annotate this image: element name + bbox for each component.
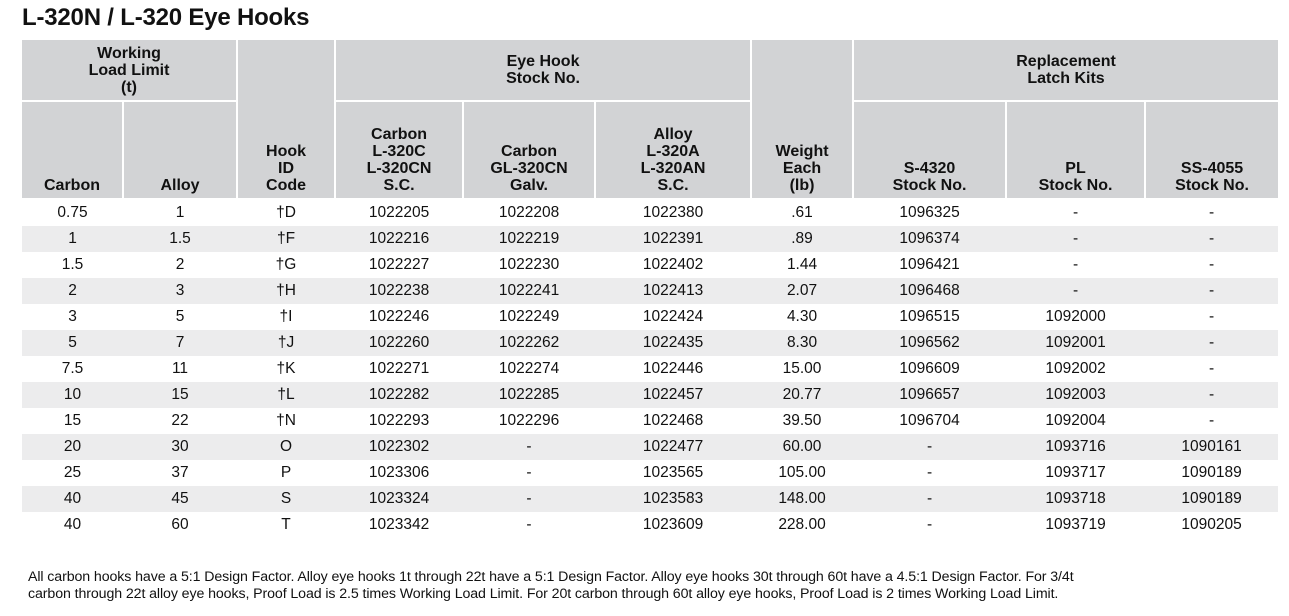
table-cell: - [1208, 412, 1215, 429]
table-cell: 1022205 [368, 204, 430, 221]
table-cell: S [237, 486, 335, 512]
table-cell: 228.00 [778, 516, 826, 533]
table-cell: 1022262 [463, 330, 595, 356]
table-cell: 60.00 [751, 434, 853, 460]
table-cell: 40 [22, 486, 123, 512]
table-cell: †D [276, 204, 296, 221]
table-row [22, 408, 1278, 434]
table-cell: - [526, 464, 532, 481]
table-cell: 1.5 [123, 226, 237, 252]
table-cell: 15.00 [782, 360, 822, 377]
table-cell: T [281, 516, 291, 533]
table-cell: - [853, 486, 1006, 512]
table-cell: 1092004 [1045, 412, 1106, 429]
table-cell: 1096468 [853, 278, 1006, 304]
table-cell: - [1208, 204, 1215, 221]
table-cell: 1093717 [1045, 464, 1106, 481]
table-cell: †H [237, 278, 335, 304]
table-cell: 1 [22, 226, 123, 252]
table-cell: 37 [171, 464, 189, 481]
table-cell: 1092003 [1006, 382, 1145, 408]
table-cell: - [1145, 226, 1278, 252]
table-cell: 1022391 [595, 226, 751, 252]
table-cell: 1096421 [899, 256, 960, 273]
page-title: L-320N / L-320 Eye Hooks [22, 4, 310, 31]
table-cell: - [1145, 330, 1278, 356]
s4320-header: S-4320 Stock No. [853, 101, 1006, 199]
hook-id-header: Hook ID Code [237, 40, 335, 199]
table-cell: 7.5 [61, 360, 84, 377]
table-cell: 2.07 [751, 278, 853, 304]
table-cell: 15 [123, 382, 237, 408]
table-cell: 1090161 [1145, 434, 1278, 460]
table-cell: †G [275, 256, 297, 273]
table-cell: 1022271 [368, 360, 430, 377]
table-cell: 1023583 [595, 486, 751, 512]
table-row [22, 252, 1278, 278]
table-cell: 1022285 [463, 382, 595, 408]
replacement-latch-group-header: Replacement Latch Kits [853, 40, 1278, 101]
table-cell: 5 [175, 308, 185, 325]
table-cell: 30 [123, 434, 237, 460]
table-cell: 60 [171, 516, 189, 533]
table-cell: - [1072, 256, 1079, 273]
design-factor-notes [28, 569, 1278, 603]
table-cell: 40 [63, 516, 82, 533]
table-cell: 1022246 [368, 308, 430, 325]
table-cell: 1096562 [853, 330, 1006, 356]
table-cell: .89 [751, 226, 853, 252]
table-cell: O [237, 434, 335, 460]
table-cell: - [1208, 360, 1215, 377]
table-cell: P [280, 464, 292, 481]
table-cell: 1022468 [642, 412, 704, 429]
table-cell: 1092002 [1045, 360, 1106, 377]
pl-header: PL Stock No. [1006, 101, 1145, 199]
table-cell: .61 [791, 204, 813, 221]
table-cell: 1022435 [595, 330, 751, 356]
table-cell: 20 [22, 434, 123, 460]
table-cell: 7 [123, 330, 237, 356]
table-cell: 1090189 [1181, 464, 1242, 481]
eye-hook-group-header: Eye Hook Stock No. [335, 40, 751, 101]
table-cell: 1022424 [642, 308, 704, 325]
note-line: All carbon hooks have a 5:1 Design Factor. Alloy eye hooks 1t through 22t have a 5:1 Design Factor. Alloy eye hooks 30t through 60t have a 4.5:1 Design Factor. For 3/4t [28, 569, 1074, 585]
table-cell: 1096515 [899, 308, 960, 325]
carbon-sc-header: Carbon L-320C L-320CN S.C. [335, 101, 463, 199]
table-cell: 1022457 [595, 382, 751, 408]
table-cell: - [926, 464, 933, 481]
table-cell: 1022216 [335, 226, 463, 252]
table-cell: 20.77 [751, 382, 853, 408]
table-row [22, 486, 1278, 512]
table-cell: 1022296 [498, 412, 560, 429]
table-cell: 1022241 [463, 278, 595, 304]
table-cell: 1023306 [368, 464, 430, 481]
table-cell: 1022302 [335, 434, 463, 460]
table-cell: 1023342 [368, 516, 430, 533]
table-cell: †L [237, 382, 335, 408]
table-cell: 1022282 [335, 382, 463, 408]
table-row [22, 434, 1278, 460]
table-cell: 1022208 [498, 204, 560, 221]
ss4055-header: SS-4055 Stock No. [1145, 101, 1278, 199]
table-cell: 1022260 [335, 330, 463, 356]
table-cell: 1022446 [642, 360, 704, 377]
table-row [22, 226, 1278, 252]
table-cell: 1023324 [335, 486, 463, 512]
table-cell: 1096609 [899, 360, 960, 377]
table-cell: 1 [175, 204, 185, 221]
table-cell: 1.44 [786, 256, 818, 273]
weight-header: Weight Each (lb) [751, 40, 853, 199]
table-cell: - [463, 434, 595, 460]
table-row [22, 460, 1278, 486]
table-cell: 1022380 [642, 204, 704, 221]
table-cell: 1023609 [642, 516, 704, 533]
table-row [22, 512, 1278, 538]
table-cell: - [1145, 382, 1278, 408]
table-cell: 4.30 [786, 308, 818, 325]
table-cell: 22 [171, 412, 189, 429]
table-cell: 1096374 [853, 226, 1006, 252]
table-cell: 1022227 [368, 256, 430, 273]
table-cell: - [1208, 308, 1215, 325]
table-cell: †F [237, 226, 335, 252]
table-cell: 2 [22, 278, 123, 304]
table-cell: 3 [123, 278, 237, 304]
table-row [22, 278, 1278, 304]
table-cell: 148.00 [751, 486, 853, 512]
table-cell: 1096325 [899, 204, 960, 221]
table-cell: 1093719 [1045, 516, 1106, 533]
table-cell: 1090205 [1181, 516, 1242, 533]
table-cell: 5 [22, 330, 123, 356]
table-cell: 1022238 [335, 278, 463, 304]
table-cell: - [1006, 278, 1145, 304]
table-cell: 1092001 [1006, 330, 1145, 356]
carbon-wll-header: Carbon [22, 101, 123, 199]
table-cell: 1022402 [642, 256, 704, 273]
table-cell: 1093718 [1006, 486, 1145, 512]
table-row [22, 199, 1278, 226]
carbon-galv-header: Carbon GL-320CN Galv. [463, 101, 595, 199]
table-cell: 15 [63, 412, 82, 429]
table-cell: 1096657 [853, 382, 1006, 408]
table-cell: 1022413 [595, 278, 751, 304]
table-cell: 10 [22, 382, 123, 408]
alloy-sc-header: Alloy L-320A L-320AN S.C. [595, 101, 751, 199]
table-cell: 1022249 [498, 308, 560, 325]
table-cell: †K [276, 360, 296, 377]
table-cell: 1090189 [1145, 486, 1278, 512]
table-cell: 45 [123, 486, 237, 512]
table-row [22, 330, 1278, 356]
table-cell: 1022293 [368, 412, 430, 429]
table-cell: - [1145, 278, 1278, 304]
table-cell: - [1208, 256, 1215, 273]
table-row [22, 356, 1278, 382]
table-row [22, 382, 1278, 408]
table-cell: 1023565 [642, 464, 704, 481]
table-cell: 1022219 [463, 226, 595, 252]
table-cell: - [853, 434, 1006, 460]
table-cell: 1.5 [61, 256, 84, 273]
table-cell: - [1072, 204, 1079, 221]
table-cell: 1092000 [1045, 308, 1106, 325]
table-cell: 11 [171, 360, 189, 377]
table-cell: 25 [63, 464, 82, 481]
table-cell: 1096704 [899, 412, 960, 429]
table-cell: - [926, 516, 933, 533]
alloy-wll-header: Alloy [123, 101, 237, 199]
table-cell: 1093716 [1006, 434, 1145, 460]
table-cell: 8.30 [751, 330, 853, 356]
eye-hook-spec-table [22, 40, 1278, 538]
table-row [22, 304, 1278, 330]
table-cell: - [463, 486, 595, 512]
note-line: carbon through 22t alloy eye hooks, Proof Load is 2.5 times Working Load Limit. For 20t carbon through 60t alloy eye hooks, Proof Load is 2 times Working Load Limit. [28, 586, 1059, 602]
table-cell: 1022477 [595, 434, 751, 460]
table-cell: 0.75 [57, 204, 88, 221]
table-cell: - [1006, 226, 1145, 252]
table-cell: 1022274 [498, 360, 560, 377]
table-cell: 3 [68, 308, 77, 325]
table-cell: 39.50 [782, 412, 822, 429]
table-cell: - [526, 516, 532, 533]
table-cell: 105.00 [778, 464, 826, 481]
table-cell: †I [279, 308, 293, 325]
table-header [22, 40, 1278, 199]
wll-group-header: Working Load Limit (t) [22, 40, 237, 101]
table-cell: 1022230 [498, 256, 560, 273]
table-body [22, 199, 1278, 538]
table-cell: 2 [175, 256, 185, 273]
table-cell: †J [237, 330, 335, 356]
table-cell: †N [276, 412, 296, 429]
